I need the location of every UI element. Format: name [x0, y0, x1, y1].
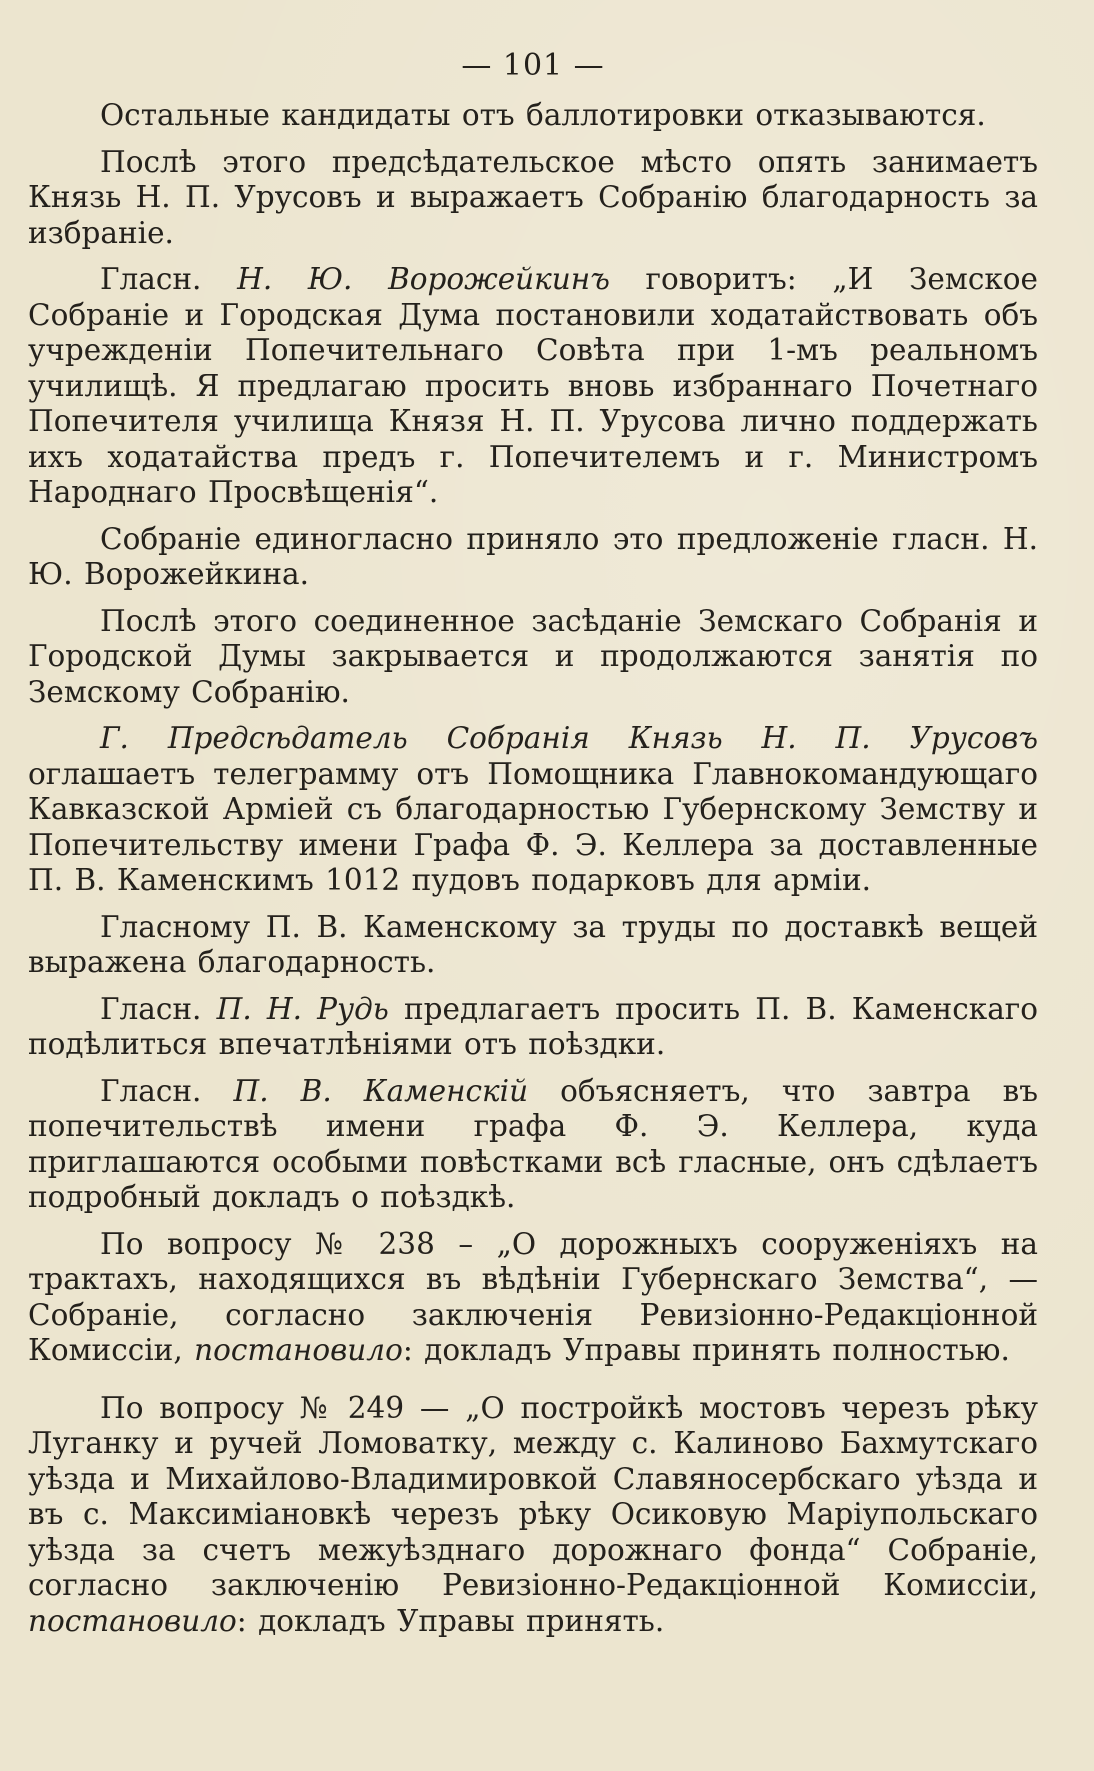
telegram-text: оглашаетъ телеграмму отъ Помощника Главнокомандующаго Кавказской Арміей съ благодарностью Губернскому Земству и Попечительству имени Графа Ф. Э. Келлера за доставленные П. В. Каменскимъ 1012 пудовъ подарковъ для арміи.: [28, 756, 1038, 897]
resolved-word: постановило: [194, 1333, 403, 1367]
paragraph-candidates-refuse: Остальные кандидаты отъ баллотировки отказываются.: [100, 98, 986, 132]
chairman-name: Г. Предсѣдатель Собранія Князь Н. П. Урусовъ: [100, 721, 1038, 755]
paragraph-question-249: [28, 1391, 1038, 1640]
explanation-text: объясняетъ, что завтра въ попечительствѣ имени графа Ф. Э. Келлера, куда приглашаются особыми повѣстками всѣ гласные, онъ сдѣлаетъ подробный докладъ о поѣздкѣ.: [28, 1073, 1038, 1214]
question-text: По вопросу № 249 — „О постройкѣ мостовъ черезъ рѣку Луганку и ручей Ломоватку, между с. Калиново Бахмутскаго уѣзда и Михайлово-Владимировкой Славяносербскаго уѣзда и въ с. Максиміановкѣ черезъ рѣку Осиковую Маріупольскаго уѣзда за счетъ межуѣзднаго дорожнаго фонда“ Собраніе, согласно заключенію Ревизіонно-Редакціонной Комиссіи,: [28, 1390, 1038, 1602]
speaker-name: Н. Ю. Ворожейкинъ: [237, 262, 610, 296]
paragraph-gratitude: Гласному П. В. Каменскому за труды по доставкѣ вещей выражена благодарность.: [28, 909, 1038, 979]
paragraph-rud-proposal: [28, 992, 1038, 1063]
speaker-prefix: Гласн.: [100, 262, 238, 296]
paragraph-question-238: [28, 1227, 1038, 1369]
resolved-word: постановило: [28, 1603, 237, 1638]
resolution-text: : докладъ Управы принять полностью.: [402, 1333, 1010, 1367]
proposal-text: предлагаетъ просить П. В. Каменскаго подѣлиться впечатлѣніями отъ поѣздки.: [28, 991, 1038, 1061]
paragraph-telegram: [28, 721, 1038, 899]
page-number: — 101 —: [461, 48, 605, 83]
paragraph-kamensky-explains: [28, 1074, 1038, 1216]
paragraph-proposal-accepted: Собраніе единогласно приняло это предложеніе гласн. Н. Ю. Ворожейкина.: [28, 521, 1038, 591]
speaker-name: П. В. Каменскій: [233, 1073, 529, 1108]
speaker-prefix: Гласн.: [100, 1073, 234, 1108]
speaker-name: П. Н. Рудь: [216, 991, 389, 1026]
paragraph-joint-session-closed: Послѣ этого соединенное засѣданіе Земскаго Собранія и Городской Думы закрывается и продолжаются занятія по Земскому Собранію.: [28, 603, 1038, 709]
paragraph-chair-resumed: Послѣ этого предсѣдательское мѣсто опять занимаетъ Князь Н. П. Урусовъ и выражаетъ Собранію благодарность за избраніе.: [28, 144, 1038, 250]
speech-text: говоритъ: „И Земское Собраніе и Городская Дума постановили ходатайствовать объ учрежденіи Попечительнаго Совѣта при 1-мъ реальномъ училищѣ. Я предлагаю просить вновь избраннаго Почетнаго Попечителя училища Князя Н. П. Урусова лично поддержать ихъ ходатайства предъ г. Попечителемъ и г. Министромъ Народнаго Просвѣщенія“.: [28, 262, 1038, 509]
paragraph-vorozheikin-speech: [28, 262, 1038, 511]
speaker-prefix: Гласн.: [100, 991, 217, 1026]
question-text: По вопросу № 238 – „О дорожныхъ сооруженіяхъ на трактахъ, находящихся въ вѣдѣніи Губернскаго Земства“, — Собраніе, согласно заключенія Ревизіонно-Редакціонной Комиссіи,: [28, 1226, 1038, 1367]
resolution-text: : докладъ Управы принять.: [236, 1603, 665, 1638]
